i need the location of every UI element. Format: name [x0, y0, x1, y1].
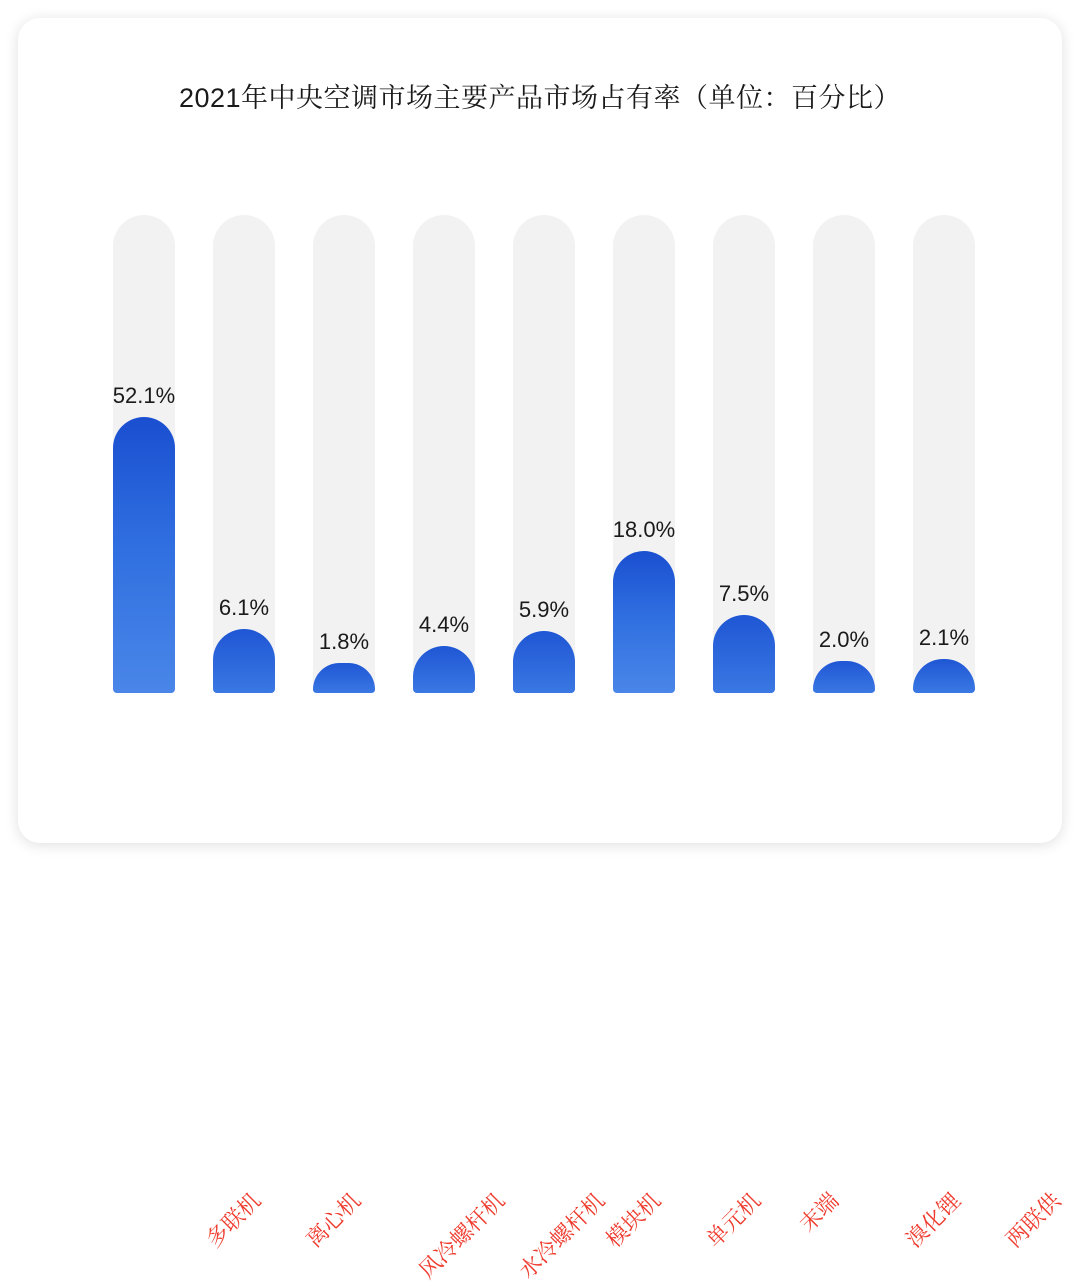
bar-value-label: 52.1%	[112, 383, 176, 408]
bar-fill	[613, 551, 675, 693]
bar-value-label: 1.8%	[318, 629, 370, 654]
bar-track	[213, 215, 275, 693]
bar-fill	[213, 629, 275, 693]
category-label-1: 离心机	[301, 1187, 366, 1253]
bar-fill	[113, 417, 175, 693]
bar-value-label: 4.4%	[418, 612, 470, 637]
bar-value-label: 7.5%	[718, 581, 770, 606]
bar-value-label: 18.0%	[612, 517, 676, 542]
chart-title: 2021年中央空调市场主要产品市场占有率（单位：百分比）	[178, 83, 902, 113]
chart-card	[18, 18, 1066, 1284]
category-label-5: 单元机	[701, 1187, 766, 1253]
bar-fill	[713, 615, 775, 693]
chart-plot-area	[112, 193, 1066, 1284]
bar-value-label: 6.1%	[218, 595, 270, 620]
bar-fill	[513, 631, 575, 693]
category-label-2: 风冷螺杆机	[414, 1187, 510, 1284]
category-label-6: 末端	[794, 1187, 844, 1237]
category-label-4: 模块机	[601, 1187, 666, 1253]
bar-track	[913, 215, 975, 693]
bar-track	[313, 215, 375, 693]
bar-value-label: 5.9%	[518, 597, 570, 622]
category-label-3: 水冷螺杆机	[514, 1187, 610, 1284]
bar-value-label: 2.0%	[818, 627, 870, 652]
category-label-0: 多联机	[201, 1187, 266, 1253]
category-label-7: 溴化锂	[901, 1187, 966, 1253]
bar-track	[813, 215, 875, 693]
category-label-8: 两联供	[1001, 1187, 1066, 1253]
bar-value-label: 2.1%	[918, 625, 970, 650]
